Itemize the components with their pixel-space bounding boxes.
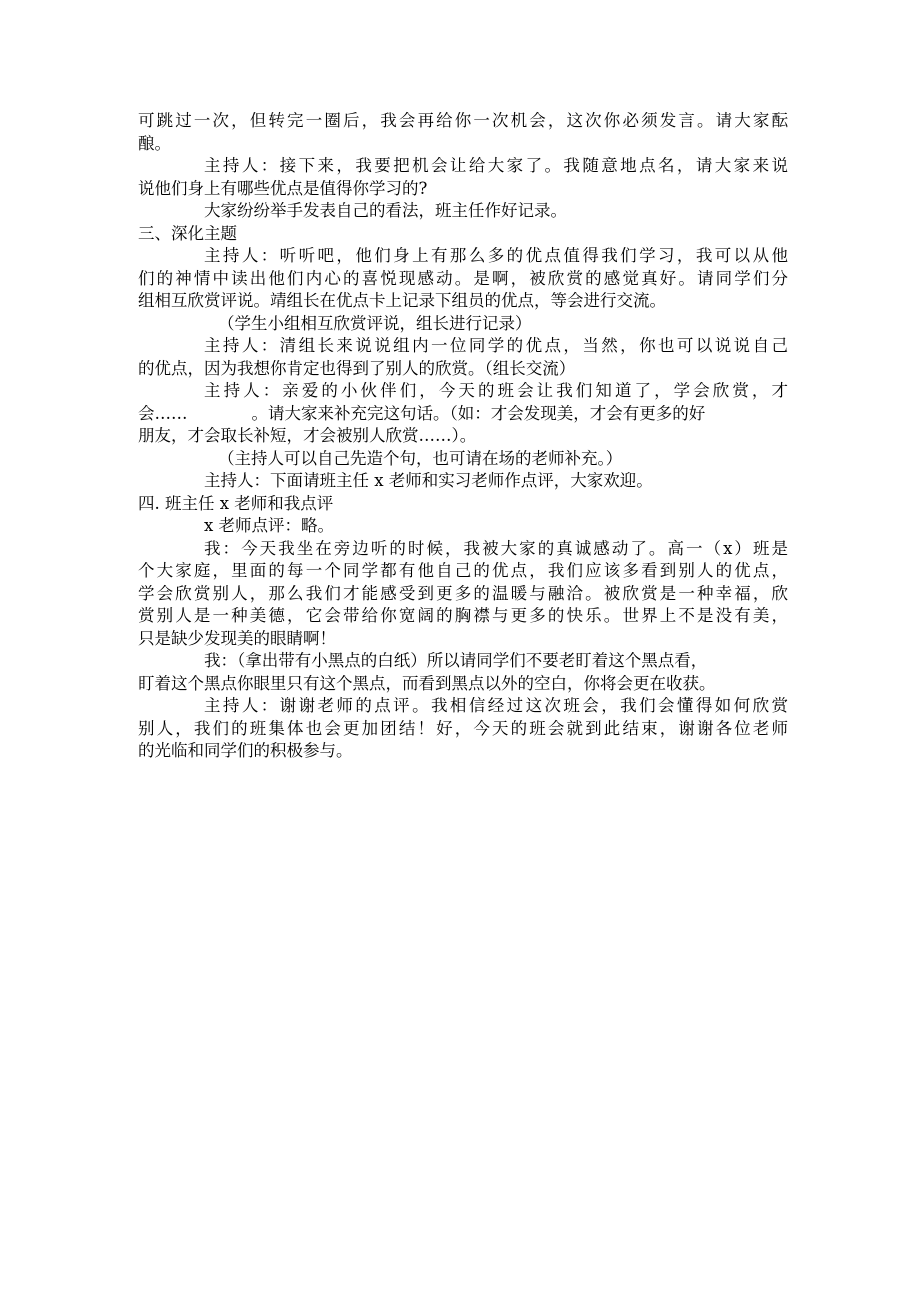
text-line: 说他们身上有哪些优点是值得你学习的? xyxy=(138,178,428,198)
text-line: 们的神情中读出他们内心的喜悦现感动。是啊，被欣赏的感觉真好。请同学们分 xyxy=(138,268,788,288)
text-line: 别人，我们的班集体也会更加团结！好，今天的班会就到此结束，谢谢各位老师 xyxy=(138,718,788,738)
text-line: 朋友，才会取长补短，才会被别人欣赏……）。 xyxy=(138,426,477,445)
text-line: 可跳过一次，但转完一圈后，我会再给你一次机会，这次你必须发言。请大家酝 xyxy=(138,111,788,130)
text-line: 我：（拿出带有小黑点的白纸）所以请同学们不要老盯着这个黑点看， xyxy=(204,651,708,670)
text-line: 只是缺少发现美的眼睛啊！ xyxy=(138,628,336,648)
text-line: 盯着这个黑点你眼里只有这个黑点，而看到黑点以外的空白，你将会更在收获。 xyxy=(138,673,716,693)
text-line xyxy=(138,403,788,426)
text-line: 个大家庭，里面的每一个同学都有他自己的优点，我们应该多看到别人的优点， xyxy=(138,561,788,580)
text-line: 我：今天我坐在旁边听的时候，我被大家的真诚感动了。高一（x）班是 xyxy=(204,538,788,558)
text-line: 主持人：谢谢老师的点评。我相信经过这次班会，我们会懂得如何欣赏 xyxy=(204,696,788,715)
text-line: 的光临和同学们的积极参与。 xyxy=(138,741,353,760)
section-heading: 四. 班主任 x 老师和我点评 xyxy=(138,493,334,513)
text-fragment: 。请大家来补充完这句话。（如：才会发现美，才会有更多的好 xyxy=(251,403,706,423)
text-line: x 老师点评：略。 xyxy=(204,516,335,535)
text-line: 主持人：下面请班主任 x 老师和实习老师作点评，大家欢迎。 xyxy=(204,471,653,490)
section-heading: 三、深化主题 xyxy=(138,223,237,243)
text-fragment: 会…… xyxy=(138,403,188,423)
text-line: 酿。 xyxy=(138,133,171,153)
text-line: 主持人：接下来，我要把机会让给大家了。我随意地点名，请大家来说 xyxy=(204,156,788,175)
text-line: 学会欣赏别人，那么我们才能感受到更多的温暖与融洽。被欣赏是一种幸福，欣 xyxy=(138,583,788,603)
text-line: （学生小组相互欣赏评说，组长进行记录） xyxy=(218,313,532,333)
text-line: 赏别人是一种美德，它会带给你宽阔的胸襟与更多的快乐。世界上不是没有美， xyxy=(138,606,788,625)
text-line: 主持人：清组长来说说组内一位同学的优点，当然，你也可以说说自己 xyxy=(204,336,788,355)
text-line: 的优点，因为我想你肯定也得到了别人的欣赏。（组长交流） xyxy=(138,358,576,378)
text-line: 主持人：亲爱的小伙伴们，今天的班会让我们知道了，学会欣赏，才 xyxy=(204,381,788,400)
text-line: 大家纷纷举手发表自己的看法，班主任作好记录。 xyxy=(204,201,567,220)
text-line: （主持人可以自己先造个句，也可请在场的老师补充。） xyxy=(218,448,623,468)
text-line: 主持人：听听吧，他们身上有那么多的优点值得我们学习，我可以从他 xyxy=(204,246,788,265)
document-body xyxy=(138,110,788,763)
text-line: 组相互欣赏评说。靖组长在优点卡上记录下组员的优点，等会进行交流。 xyxy=(138,291,666,310)
